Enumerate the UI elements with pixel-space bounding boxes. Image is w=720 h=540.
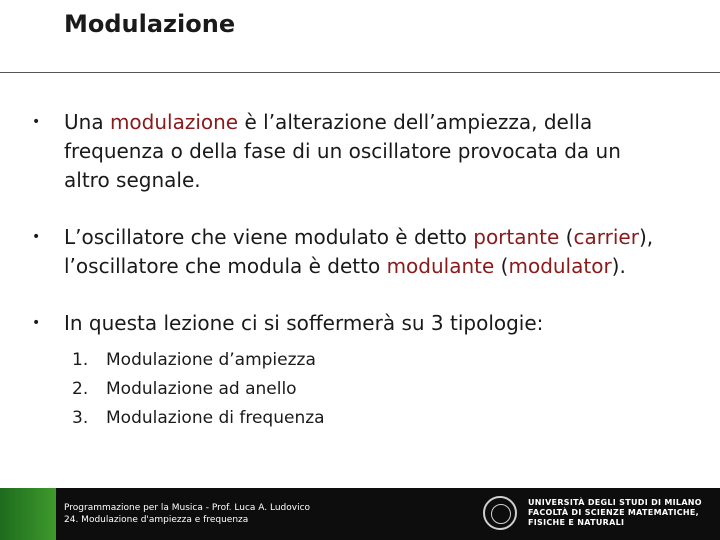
seal-inner-ring bbox=[491, 504, 511, 524]
term-modulator: modulator bbox=[508, 254, 612, 278]
slide-footer bbox=[0, 488, 720, 540]
bullet-dot: • bbox=[32, 315, 41, 331]
title-divider bbox=[0, 72, 720, 73]
bullet-2-text-d: ( bbox=[494, 254, 509, 278]
bullet-1-text-b: è l’alterazione dell’ampiezza, della frequenza o della fase di un oscillatore provocata da un altro segnale. bbox=[64, 110, 621, 192]
list-item-label: Modulazione ad anello bbox=[106, 379, 297, 399]
university-line-3: FISICHE E NATURALI bbox=[528, 518, 625, 527]
bullet-2-text-c: ), l’oscillatore che modula è detto bbox=[64, 225, 654, 278]
bullet-2 bbox=[32, 223, 672, 281]
list-item-label: Modulazione di frequenza bbox=[106, 408, 325, 428]
list-item-number: 3. bbox=[72, 408, 89, 428]
list-item bbox=[72, 346, 672, 375]
term-portante: portante bbox=[473, 225, 560, 249]
list-item-number: 1. bbox=[72, 350, 89, 370]
bullet-2-text-b: ( bbox=[559, 225, 574, 249]
bullet-3 bbox=[32, 309, 672, 433]
numbered-list bbox=[64, 346, 672, 433]
list-item bbox=[72, 404, 672, 433]
bullet-1 bbox=[32, 108, 672, 195]
list-item-number: 2. bbox=[72, 379, 89, 399]
bullet-dot: • bbox=[32, 114, 41, 130]
bullet-dot: • bbox=[32, 229, 41, 245]
term-carrier: carrier bbox=[573, 225, 639, 249]
footer-lesson-line: 24. Modulazione d'ampiezza e frequenza bbox=[64, 515, 249, 525]
slide-content bbox=[32, 108, 672, 461]
university-name bbox=[528, 498, 702, 528]
list-item bbox=[72, 375, 672, 404]
bullet-3-text: In questa lezione ci si soffermerà su 3 tipologie: bbox=[64, 311, 544, 335]
university-line-1: UNIVERSITÀ DEGLI STUDI DI MILANO bbox=[528, 498, 702, 507]
bullet-1-text-a: Una bbox=[64, 110, 110, 134]
term-modulazione: modulazione bbox=[109, 110, 239, 134]
list-item-label: Modulazione d’ampiezza bbox=[106, 350, 316, 370]
bullet-2-text-a: L’oscillatore che viene modulato è detto bbox=[64, 225, 474, 249]
footer-course-info bbox=[64, 502, 310, 526]
term-modulante: modulante bbox=[386, 254, 495, 278]
university-seal-icon bbox=[483, 496, 517, 530]
footer-accent-bar bbox=[0, 488, 56, 540]
university-line-2: FACOLTÀ DI SCIENZE MATEMATICHE, bbox=[528, 508, 700, 517]
footer-course-line: Programmazione per la Musica - Prof. Luca A. Ludovico bbox=[64, 503, 311, 513]
bullet-2-text-e: ). bbox=[611, 254, 626, 278]
slide-title: Modulazione bbox=[64, 10, 236, 38]
